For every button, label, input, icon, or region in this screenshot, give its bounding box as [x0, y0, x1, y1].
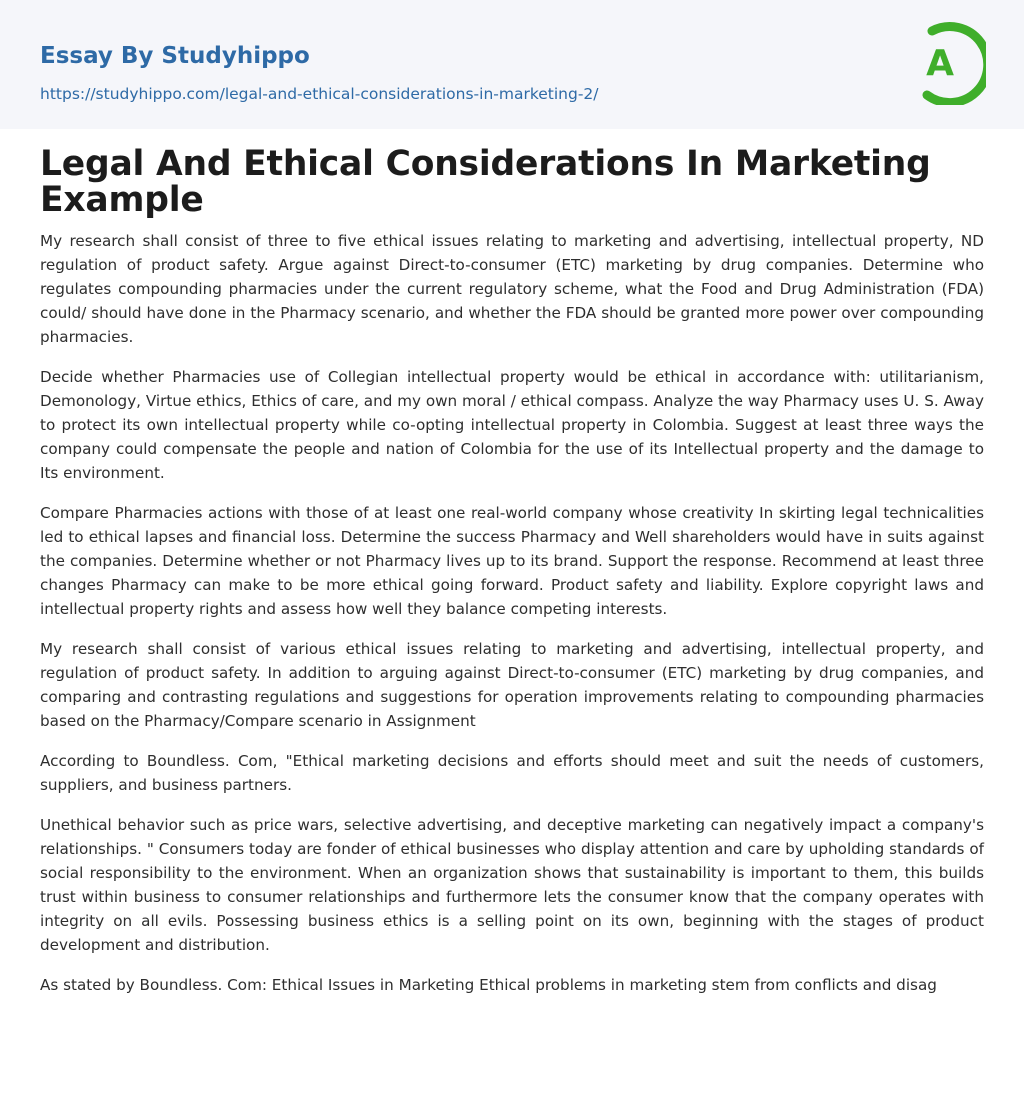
logo-letter: A: [926, 43, 954, 84]
essay-paragraph: My research shall consist of various ethical issues relating to marketing and advertising, intellectual property, and regulation of product safety. In addition to arguing against Direct-to-consumer (ETC) marketing by drug companies, and comparing and contrasting regulations and suggestions for operation improvements relating to compounding pharmacies based on the Pharmacy/Compare scenario in Assignment: [40, 640, 984, 730]
essay-paragraph: My research shall consist of three to five ethical issues relating to marketing and advertising, intellectual property, ND regulation of product safety. Argue against Direct-to-consumer (ETC) marketing by drug companies. Determine who regulates compounding pharmacies under the current regulatory scheme, what the Food and Drug Administration (FDA) could/ should have done in the Pharmacy scenario, and whether the FDA should be granted more power over compounding pharmacies.: [40, 232, 984, 346]
essay-paragraph: As stated by Boundless. Com: Ethical Issues in Marketing Ethical problems in marketing stem from conflicts and disag: [40, 976, 937, 994]
essay-paragraph: According to Boundless. Com, "Ethical marketing decisions and efforts should meet and suit the needs of customers, suppliers, and business partners.: [40, 752, 984, 794]
studyhippo-logo-icon[interactable]: [912, 19, 986, 105]
site-title[interactable]: Essay By Studyhippo: [40, 43, 310, 69]
essay-paragraph: Compare Pharmacies actions with those of at least one real-world company whose creativity In skirting legal technicalities led to ethical lapses and financial loss. Determine the success Pharmacy and Well shareholders would have in suits against the companies. Determine whether or not Pharmacy lives up to its brand. Support the response. Recommend at least three changes Pharmacy can make to be more ethical going forward. Product safety and liability. Explore copyright laws and intellectual property rights and assess how well they balance competing interests.: [40, 504, 984, 618]
essay-title: Legal And Ethical Considerations In Marketing Example: [40, 144, 931, 220]
essay-paragraph: Decide whether Pharmacies use of Collegian intellectual property would be ethical in accordance with: utilitarianism, Demonology, Virtue ethics, Ethics of care, and my own moral / ethical compass. Analyze the way Pharmacy uses U. S. Away to protect its own intellectual property while co-opting intellectual property in Colombia. Suggest at least three ways the company could compensate the people and nation of Colombia for the use of its Intellectual property and the damage to Its environment.: [40, 368, 984, 482]
page-url-link[interactable]: https://studyhippo.com/legal-and-ethical-considerations-in-marketing-2/: [40, 85, 599, 103]
essay-content: [40, 146, 984, 997]
essay-paragraph: Unethical behavior such as price wars, selective advertising, and deceptive marketing can negatively impact a company's relationships. " Consumers today are fonder of ethical businesses who display attention and care by upholding standards of social responsibility to the environment. When an organization shows that sustainability is important to them, this builds trust within business to consumer relationships and furthermore lets the consumer know that the company operates with integrity on all evils. Possessing business ethics is a selling point on its own, beginning with the stages of product development and distribution.: [40, 816, 984, 954]
site-header: [0, 0, 1024, 129]
